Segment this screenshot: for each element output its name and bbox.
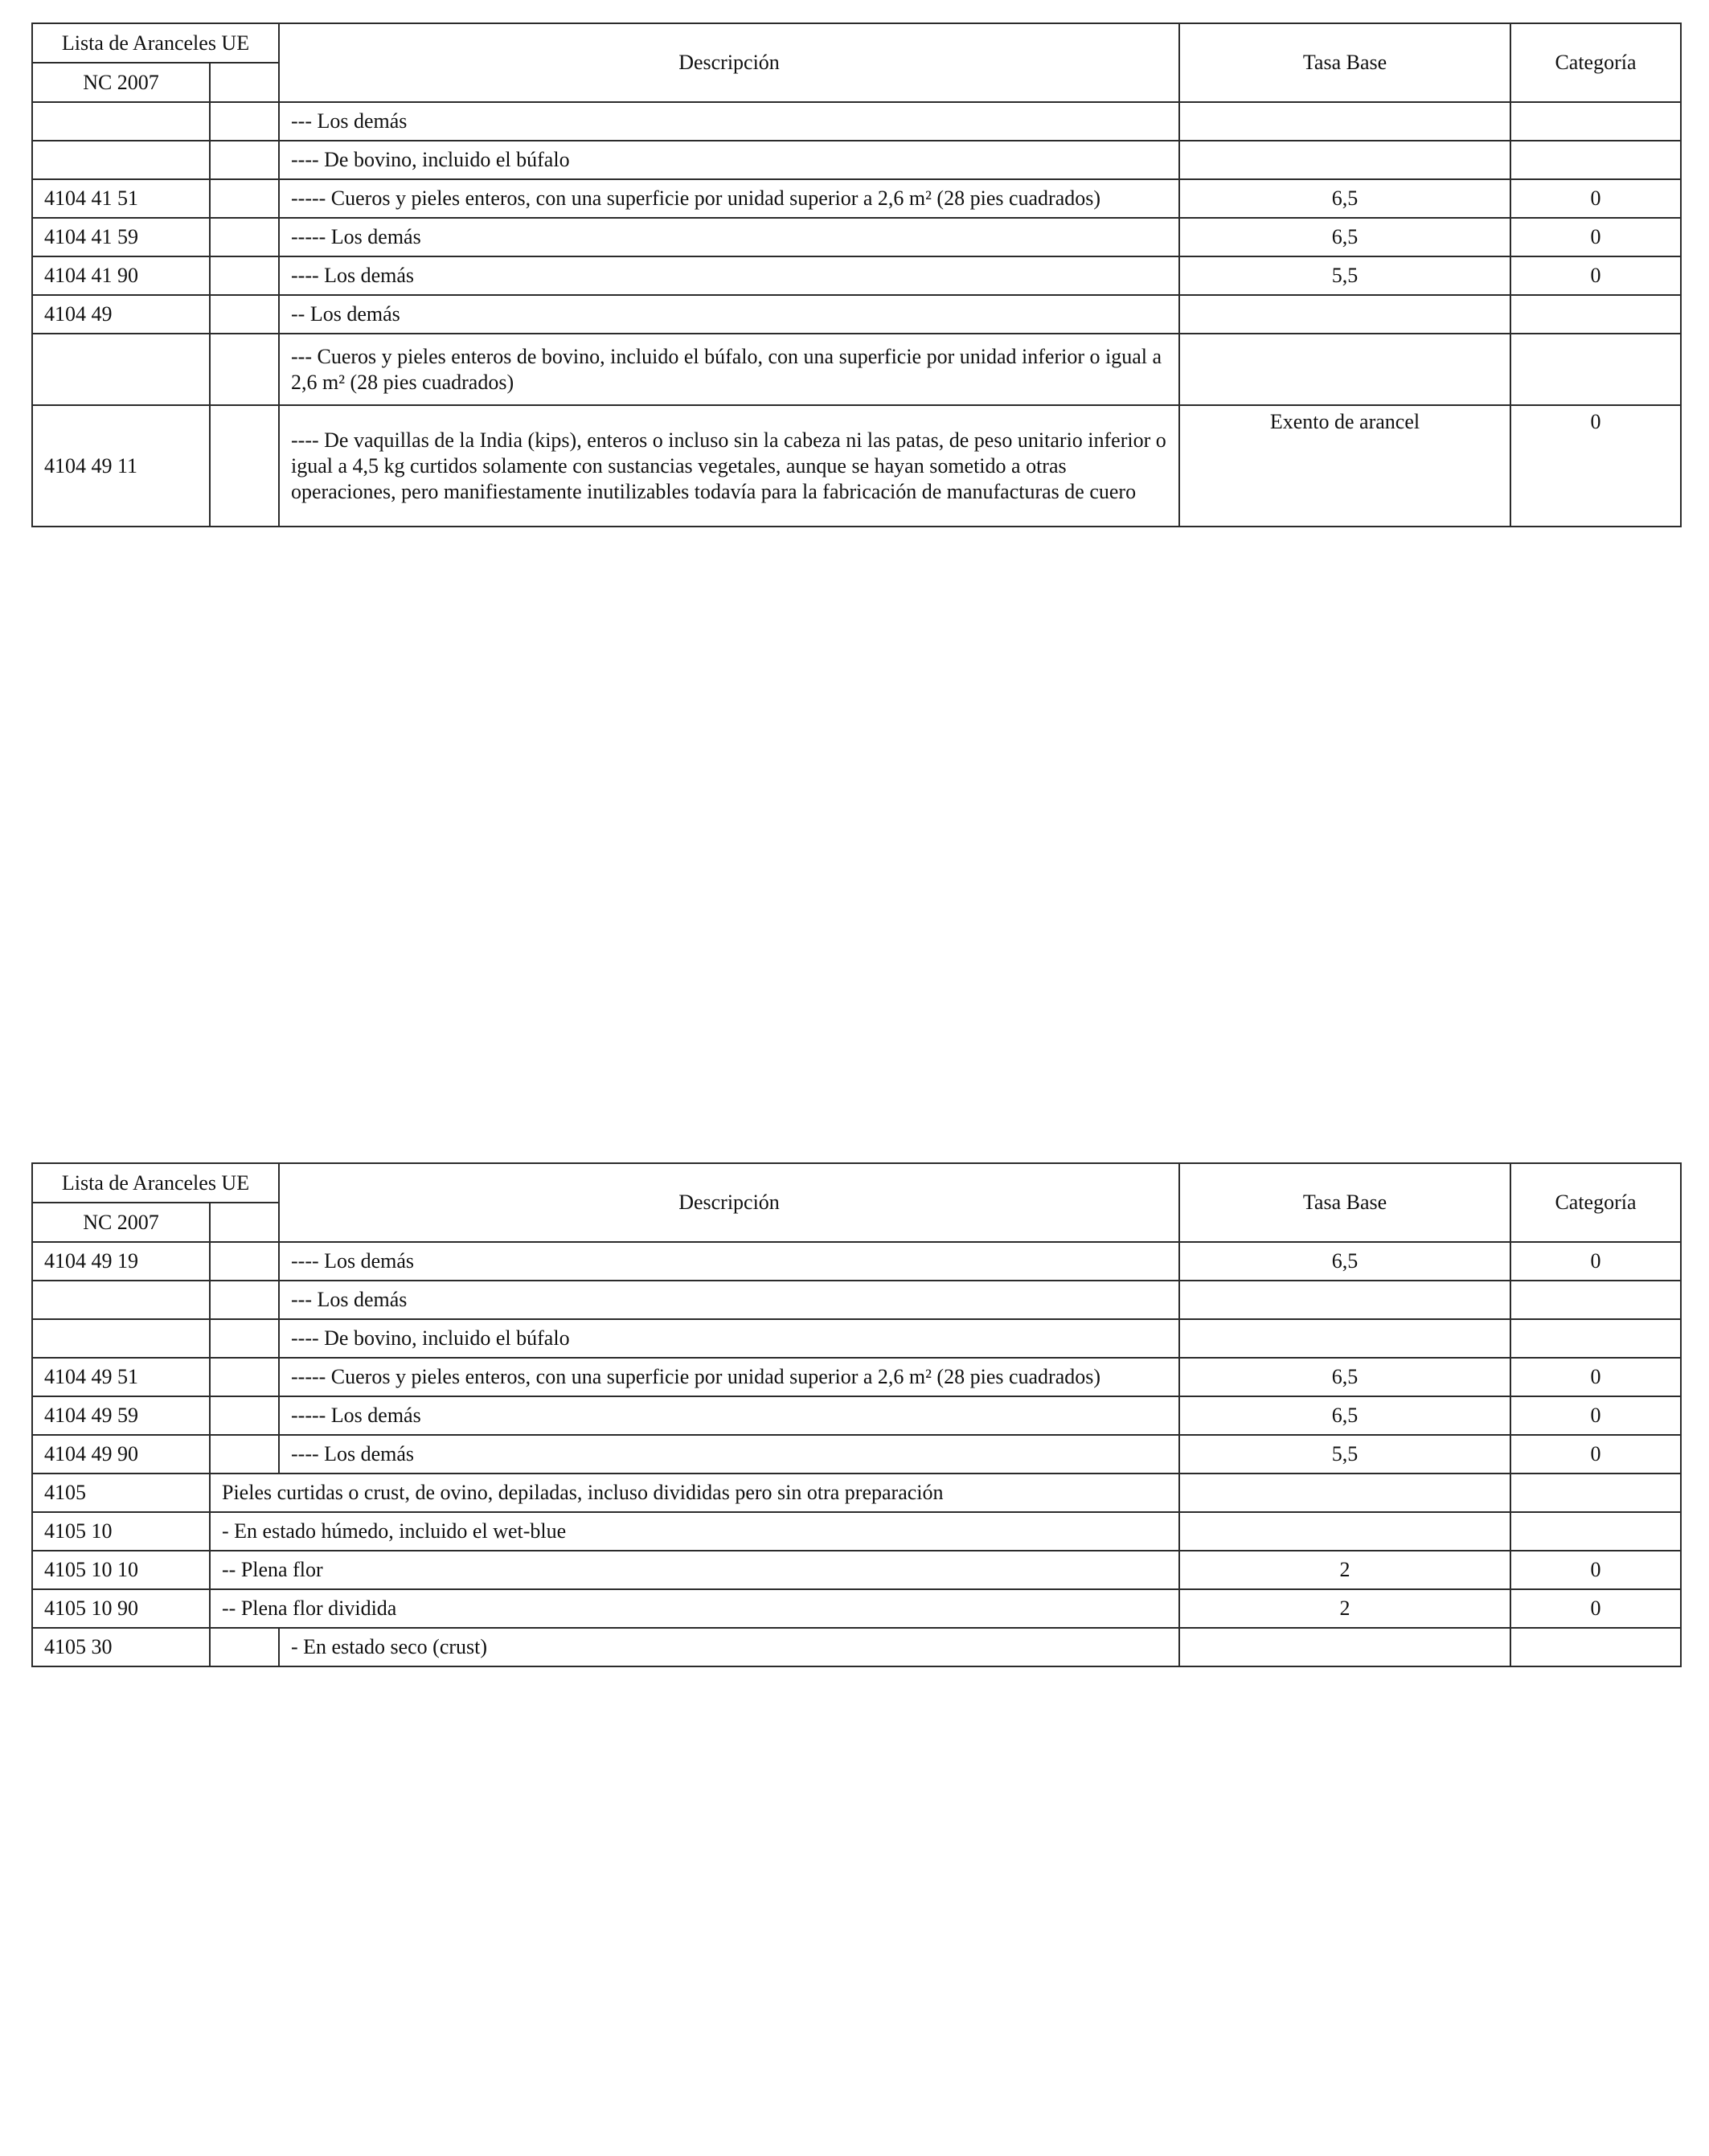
cn-code: 4105 10 90 [32, 1589, 210, 1628]
table-row [32, 1358, 1681, 1396]
description: -- Plena flor dividida [210, 1589, 1179, 1628]
table-row [32, 141, 1681, 179]
category [1510, 295, 1681, 334]
blank-cell [210, 405, 279, 527]
cn-code: 4105 [32, 1474, 210, 1512]
blank-cell [210, 1396, 279, 1435]
base-rate [1179, 1319, 1510, 1358]
base-rate: 6,5 [1179, 218, 1510, 256]
blank-cell [210, 1319, 279, 1358]
description: ----- Cueros y pieles enteros, con una superficie por unidad superior a 2,6 m² (28 pies cuadrados) [279, 1358, 1179, 1396]
blank-cell [210, 334, 279, 405]
cn-code: 4104 41 51 [32, 179, 210, 218]
cn-code: 4104 49 59 [32, 1396, 210, 1435]
header-blank-cell [210, 1203, 279, 1242]
header-description: Descripción [279, 23, 1179, 102]
table-row [32, 1435, 1681, 1474]
blank-cell [210, 1435, 279, 1474]
cn-code [32, 1281, 210, 1319]
blank-cell [210, 179, 279, 218]
blank-cell [210, 218, 279, 256]
cn-code: 4104 49 19 [32, 1242, 210, 1281]
table-row [32, 295, 1681, 334]
cn-code [32, 102, 210, 141]
header-category: Categoría [1510, 1163, 1681, 1242]
table-row [32, 256, 1681, 295]
cn-code: 4104 49 [32, 295, 210, 334]
base-rate [1179, 295, 1510, 334]
table-row [32, 1589, 1681, 1628]
header-base-rate: Tasa Base [1179, 1163, 1510, 1242]
base-rate [1179, 1512, 1510, 1551]
category [1510, 1319, 1681, 1358]
category [1510, 1628, 1681, 1666]
category [1510, 1474, 1681, 1512]
base-rate: 2 [1179, 1589, 1510, 1628]
table-row [32, 1474, 1681, 1512]
base-rate: 6,5 [1179, 1358, 1510, 1396]
description: ---- Los demás [279, 1242, 1179, 1281]
category: 0 [1510, 256, 1681, 295]
blank-cell [210, 1281, 279, 1319]
base-rate: 6,5 [1179, 1242, 1510, 1281]
cn-code: 4104 41 59 [32, 218, 210, 256]
cn-code: 4104 49 51 [32, 1358, 210, 1396]
table-row [32, 1319, 1681, 1358]
base-rate [1179, 141, 1510, 179]
base-rate: Exento de arancel [1179, 405, 1510, 527]
cn-code: 4105 30 [32, 1628, 210, 1666]
blank-cell [210, 1628, 279, 1666]
table-row [32, 1281, 1681, 1319]
category: 0 [1510, 405, 1681, 527]
description: -- Plena flor [210, 1551, 1179, 1589]
base-rate: 6,5 [1179, 179, 1510, 218]
description: ---- De bovino, incluido el búfalo [279, 1319, 1179, 1358]
table-row [32, 1551, 1681, 1589]
description: --- Cueros y pieles enteros de bovino, incluido el búfalo, con una superficie por unidad inferior o igual a 2,6 m² (28 pies cuadrados) [279, 334, 1179, 405]
tariff-table-2 [31, 1162, 1682, 1667]
cn-code [32, 141, 210, 179]
cn-code: 4104 49 90 [32, 1435, 210, 1474]
blank-cell [210, 102, 279, 141]
category [1510, 102, 1681, 141]
cn-code: 4105 10 [32, 1512, 210, 1551]
header-nc: NC 2007 [32, 1203, 210, 1242]
category: 0 [1510, 218, 1681, 256]
base-rate: 5,5 [1179, 256, 1510, 295]
description: - En estado húmedo, incluido el wet-blue [210, 1512, 1179, 1551]
tariff-table-1 [31, 23, 1682, 527]
header-category: Categoría [1510, 23, 1681, 102]
table-row [32, 179, 1681, 218]
blank-cell [210, 1242, 279, 1281]
header-list: Lista de Aranceles UE [32, 23, 279, 63]
base-rate: 2 [1179, 1551, 1510, 1589]
description: - En estado seco (crust) [279, 1628, 1179, 1666]
description: --- Los demás [279, 102, 1179, 141]
table-row [32, 405, 1681, 527]
table-row [32, 1242, 1681, 1281]
category: 0 [1510, 1396, 1681, 1435]
category [1510, 141, 1681, 179]
description: -- Los demás [279, 295, 1179, 334]
category: 0 [1510, 1551, 1681, 1589]
category: 0 [1510, 1358, 1681, 1396]
cn-code [32, 334, 210, 405]
blank-cell [210, 295, 279, 334]
description: ----- Los demás [279, 1396, 1179, 1435]
base-rate: 5,5 [1179, 1435, 1510, 1474]
category [1510, 1512, 1681, 1551]
description: ---- Los demás [279, 256, 1179, 295]
description: ---- De vaquillas de la India (kips), enteros o incluso sin la cabeza ni las patas, de peso unitario inferior o igual a 4,5 kg curtidos solamente con sustancias vegetales, aunque se hayan sometido a otras operaciones, pero manifiestamente inutilizables todavía para la fabricación de manufacturas de cuero [279, 405, 1179, 527]
description: ---- Los demás [279, 1435, 1179, 1474]
blank-cell [210, 256, 279, 295]
description: --- Los demás [279, 1281, 1179, 1319]
table-row [32, 1396, 1681, 1435]
base-rate [1179, 1628, 1510, 1666]
cn-code [32, 1319, 210, 1358]
base-rate [1179, 334, 1510, 405]
base-rate [1179, 102, 1510, 141]
table-row [32, 334, 1681, 405]
table-row [32, 102, 1681, 141]
description: Pieles curtidas o crust, de ovino, depiladas, incluso divididas pero sin otra preparación [210, 1474, 1179, 1512]
header-row [32, 1163, 1681, 1203]
description: ---- De bovino, incluido el búfalo [279, 141, 1179, 179]
cn-code: 4105 10 10 [32, 1551, 210, 1589]
header-blank-cell [210, 63, 279, 102]
category: 0 [1510, 1242, 1681, 1281]
header-nc: NC 2007 [32, 63, 210, 102]
category [1510, 334, 1681, 405]
blank-cell [210, 1358, 279, 1396]
base-rate: 6,5 [1179, 1396, 1510, 1435]
cn-code: 4104 41 90 [32, 256, 210, 295]
base-rate [1179, 1281, 1510, 1319]
category: 0 [1510, 179, 1681, 218]
base-rate [1179, 1474, 1510, 1512]
header-row [32, 23, 1681, 63]
header-list: Lista de Aranceles UE [32, 1163, 279, 1203]
table-row [32, 218, 1681, 256]
description: ----- Los demás [279, 218, 1179, 256]
blank-cell [210, 141, 279, 179]
category: 0 [1510, 1589, 1681, 1628]
header-base-rate: Tasa Base [1179, 23, 1510, 102]
table-row [32, 1628, 1681, 1666]
table-row [32, 1512, 1681, 1551]
category [1510, 1281, 1681, 1319]
category: 0 [1510, 1435, 1681, 1474]
header-description: Descripción [279, 1163, 1179, 1242]
description: ----- Cueros y pieles enteros, con una superficie por unidad superior a 2,6 m² (28 pies cuadrados) [279, 179, 1179, 218]
cn-code: 4104 49 11 [32, 405, 210, 527]
